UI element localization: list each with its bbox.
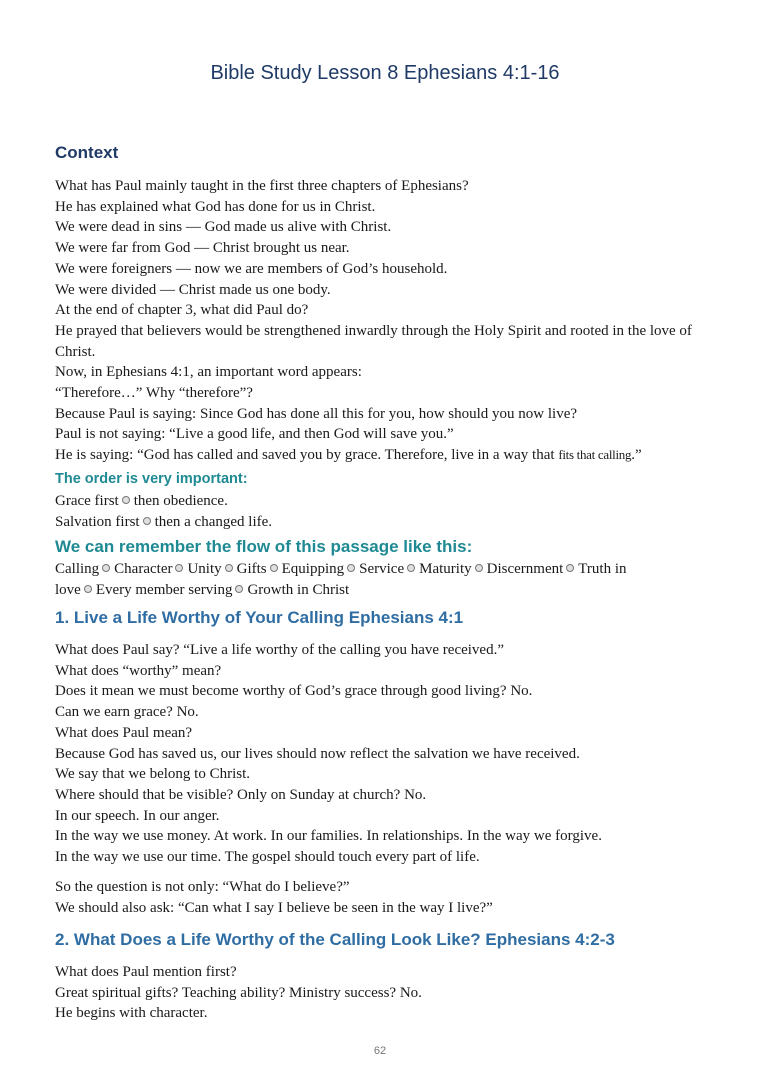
context-last-end: .” xyxy=(631,447,642,464)
section2-heading: 2. What Does a Life Worthy of the Calling Look Like? Ephesians 4:2‑3 xyxy=(55,930,615,949)
section1-line: In our speech. In our anger. xyxy=(55,807,220,824)
section1-line: We say that we belong to Christ. xyxy=(55,766,251,783)
order-text: Salvation first xyxy=(55,513,140,530)
arrow-icon xyxy=(270,564,278,572)
order-text: then a changed life. xyxy=(154,513,273,530)
section1-heading: 1. Live a Life Worthy of Your Calling Ephesians 4:1 xyxy=(55,608,464,627)
section1-line: Can we earn grace? No. xyxy=(55,704,199,721)
order-body xyxy=(55,491,715,532)
order-heading: The order is very important: xyxy=(55,471,248,487)
context-line: We were foreigners — now we are members of God’s household. xyxy=(55,260,448,277)
arrow-icon xyxy=(175,564,183,572)
flow-item: love xyxy=(55,581,81,598)
section1-line: Because God has saved us, our lives should now reflect the salvation we have received. xyxy=(55,745,580,762)
flow-item: Character xyxy=(114,561,173,577)
flow-heading: We can remember the flow of this passage like this: xyxy=(55,537,473,556)
section1-line: Where should that be visible? Only on Sunday at church? No. xyxy=(55,786,427,803)
section2-line: He begins with character. xyxy=(55,1005,208,1022)
flow-item: Service xyxy=(359,561,405,577)
flow-line xyxy=(55,580,715,601)
arrow-icon xyxy=(235,585,243,593)
flow-line xyxy=(55,559,715,580)
section1-body-2 xyxy=(55,877,715,918)
arrow-icon xyxy=(225,564,233,572)
section1-line: We should also ask: “Can what I say I believe be seen in the way I live?” xyxy=(55,899,493,916)
context-line: “Therefore…” Why “therefore”? xyxy=(55,385,253,402)
context-last-line xyxy=(55,445,715,466)
flow-body xyxy=(55,559,715,600)
order-line xyxy=(55,491,715,512)
section1-line: In the way we use money. At work. In our families. In relationships. In the way we forgive. xyxy=(55,828,602,845)
section1-line: What does Paul say? “Live a life worthy of the calling you have received.” xyxy=(55,642,504,658)
flow-item: Every member serving xyxy=(95,581,233,598)
context-last-main: He is saying: “God has called and saved you by grace. Therefore, live in a way that xyxy=(55,447,559,464)
context-line: He prayed that believers would be strengthened inwardly through the Holy Spirit and rooted in the love of Christ. xyxy=(55,322,692,360)
page-title: Bible Study Lesson 8 Ephesians 4:1‑16 xyxy=(210,62,560,84)
flow-item: Unity xyxy=(187,561,222,577)
context-body xyxy=(55,176,715,466)
context-line: Paul is not saying: “Live a good life, and then God will save you.” xyxy=(55,426,454,443)
context-line: Because Paul is saying: Since God has done all this for you, how should you now live? xyxy=(55,405,578,422)
section2-line: What does Paul mention first? xyxy=(55,964,237,980)
context-heading: Context xyxy=(55,143,119,162)
section1-line: What does Paul mean? xyxy=(55,724,193,741)
order-text: then obedience. xyxy=(133,493,228,509)
arrow-icon xyxy=(122,496,130,504)
flow-item: Growth in Christ xyxy=(247,581,350,598)
section1-line: Does it mean we must become worthy of God’s grace through good living? No. xyxy=(55,683,533,700)
context-line: We were far from God — Christ brought us near. xyxy=(55,240,350,257)
arrow-icon xyxy=(407,564,415,572)
context-line: He has explained what God has done for us in Christ. xyxy=(55,198,376,215)
arrow-icon xyxy=(475,564,483,572)
page-number: 62 xyxy=(373,1045,387,1057)
context-line: We were divided — Christ made us one body. xyxy=(55,281,331,298)
flow-item: Equipping xyxy=(281,561,345,577)
context-line: At the end of chapter 3, what did Paul do? xyxy=(55,302,309,319)
order-text: Grace first xyxy=(55,493,119,509)
section1-line: In the way we use our time. The gospel should touch every part of life. xyxy=(55,849,480,866)
arrow-icon xyxy=(84,585,92,593)
arrow-icon xyxy=(347,564,355,572)
flow-item: Discernment xyxy=(486,561,564,577)
context-line: What has Paul mainly taught in the first three chapters of Ephesians? xyxy=(55,178,469,194)
flow-item: Gifts xyxy=(236,561,267,577)
flow-item: Maturity xyxy=(419,561,472,577)
section2-body xyxy=(55,962,715,1024)
arrow-icon xyxy=(143,517,151,525)
arrow-icon xyxy=(102,564,110,572)
section1-line: What does “worthy” mean? xyxy=(55,662,222,679)
section1-line: So the question is not only: “What do I believe?” xyxy=(55,879,350,895)
context-line: Now, in Ephesians 4:1, an important word appears: xyxy=(55,364,362,381)
flow-item: Truth in xyxy=(578,561,627,577)
context-last-small: fits that calling xyxy=(558,447,632,463)
arrow-icon xyxy=(566,564,574,572)
flow-item: Calling xyxy=(55,561,100,577)
order-line xyxy=(55,512,715,533)
context-line: We were dead in sins — God made us alive with Christ. xyxy=(55,219,392,236)
section1-body xyxy=(55,640,715,868)
section2-line: Great spiritual gifts? Teaching ability? Ministry success? No. xyxy=(55,984,422,1001)
